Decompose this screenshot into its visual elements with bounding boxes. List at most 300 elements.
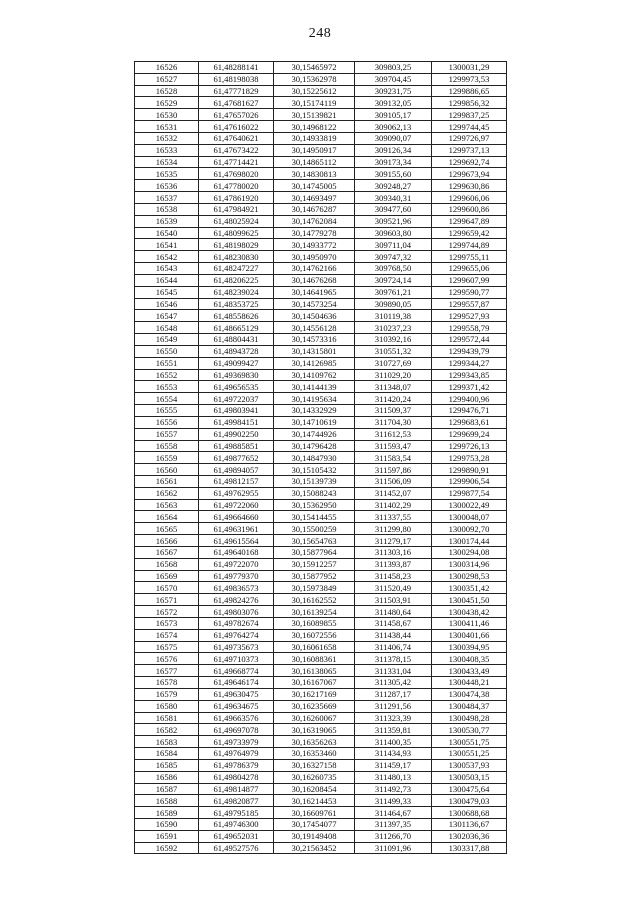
point-number-cell: 16574: [135, 629, 199, 641]
point-number-cell: 16553: [135, 381, 199, 393]
x-coordinate-cell: 311458,23: [355, 570, 432, 582]
longitude-cell: 30,15139739: [274, 475, 355, 487]
table-row: [135, 109, 507, 121]
point-number-cell: 16557: [135, 428, 199, 440]
point-number-cell: 16570: [135, 582, 199, 594]
y-coordinate-cell: 1299755,11: [432, 251, 507, 263]
x-coordinate-cell: 311337,55: [355, 511, 432, 523]
y-coordinate-cell: 1301136,67: [432, 819, 507, 831]
point-number-cell: 16587: [135, 783, 199, 795]
x-coordinate-cell: 311091,96: [355, 842, 432, 854]
longitude-cell: 30,16072556: [274, 629, 355, 641]
table-row: [135, 97, 507, 109]
y-coordinate-cell: 1299890,91: [432, 464, 507, 476]
table-row: [135, 842, 507, 854]
point-number-cell: 16567: [135, 546, 199, 558]
point-number-cell: 16589: [135, 807, 199, 819]
x-coordinate-cell: 311331,04: [355, 665, 432, 677]
y-coordinate-cell: 1300530,77: [432, 724, 507, 736]
latitude-cell: 61,47673422: [199, 144, 274, 156]
table-row: [135, 168, 507, 180]
y-coordinate-cell: 1299744,89: [432, 239, 507, 251]
y-coordinate-cell: 1299886,65: [432, 85, 507, 97]
longitude-cell: 30,14744926: [274, 428, 355, 440]
point-number-cell: 16565: [135, 523, 199, 535]
x-coordinate-cell: 311499,33: [355, 795, 432, 807]
latitude-cell: 61,48558626: [199, 310, 274, 322]
longitude-cell: 30,15362978: [274, 73, 355, 85]
table-row: [135, 570, 507, 582]
y-coordinate-cell: 1299659,42: [432, 227, 507, 239]
point-number-cell: 16550: [135, 345, 199, 357]
y-coordinate-cell: 1299692,74: [432, 156, 507, 168]
x-coordinate-cell: 311452,07: [355, 487, 432, 499]
point-number-cell: 16576: [135, 653, 199, 665]
x-coordinate-cell: 309603,80: [355, 227, 432, 239]
latitude-cell: 61,48288141: [199, 62, 274, 74]
table-row: [135, 736, 507, 748]
y-coordinate-cell: 1299744,45: [432, 121, 507, 133]
longitude-cell: 30,16138065: [274, 665, 355, 677]
x-coordinate-cell: 309248,27: [355, 180, 432, 192]
table-row: [135, 700, 507, 712]
y-coordinate-cell: 1300688,68: [432, 807, 507, 819]
latitude-cell: 61,47698020: [199, 168, 274, 180]
x-coordinate-cell: 311503,91: [355, 594, 432, 606]
latitude-cell: 61,49634675: [199, 700, 274, 712]
longitude-cell: 30,14556128: [274, 322, 355, 334]
longitude-cell: 30,14779278: [274, 227, 355, 239]
x-coordinate-cell: 310392,16: [355, 334, 432, 346]
latitude-cell: 61,49836573: [199, 582, 274, 594]
longitude-cell: 30,14126985: [274, 357, 355, 369]
y-coordinate-cell: 1300408,35: [432, 653, 507, 665]
point-number-cell: 16573: [135, 617, 199, 629]
latitude-cell: 61,49652031: [199, 830, 274, 842]
latitude-cell: 61,48198029: [199, 239, 274, 251]
x-coordinate-cell: 309761,21: [355, 286, 432, 298]
x-coordinate-cell: 311464,67: [355, 807, 432, 819]
point-number-cell: 16543: [135, 263, 199, 275]
y-coordinate-cell: 1300294,08: [432, 546, 507, 558]
x-coordinate-cell: 311458,67: [355, 617, 432, 629]
x-coordinate-cell: 309521,96: [355, 215, 432, 227]
table-row: [135, 641, 507, 653]
table-row: [135, 203, 507, 215]
y-coordinate-cell: 1300479,03: [432, 795, 507, 807]
y-coordinate-cell: 1299753,28: [432, 452, 507, 464]
table-row: [135, 322, 507, 334]
point-number-cell: 16578: [135, 677, 199, 689]
latitude-cell: 61,49795185: [199, 807, 274, 819]
x-coordinate-cell: 310551,32: [355, 345, 432, 357]
point-number-cell: 16579: [135, 688, 199, 700]
point-number-cell: 16546: [135, 298, 199, 310]
y-coordinate-cell: 1300551,75: [432, 736, 507, 748]
latitude-cell: 61,49764979: [199, 748, 274, 760]
point-number-cell: 16528: [135, 85, 199, 97]
longitude-cell: 30,14109762: [274, 369, 355, 381]
table-row: [135, 62, 507, 74]
latitude-cell: 61,49646174: [199, 677, 274, 689]
x-coordinate-cell: 311420,24: [355, 393, 432, 405]
table-row: [135, 274, 507, 286]
longitude-cell: 30,16162552: [274, 594, 355, 606]
y-coordinate-cell: 1300411,46: [432, 617, 507, 629]
longitude-cell: 30,15912257: [274, 558, 355, 570]
y-coordinate-cell: 1299371,42: [432, 381, 507, 393]
table-row: [135, 724, 507, 736]
longitude-cell: 30,14796428: [274, 440, 355, 452]
y-coordinate-cell: 1299343,85: [432, 369, 507, 381]
y-coordinate-cell: 1299606,06: [432, 192, 507, 204]
table-row: [135, 523, 507, 535]
table-row: [135, 310, 507, 322]
table-row: [135, 428, 507, 440]
y-coordinate-cell: 1299527,93: [432, 310, 507, 322]
longitude-cell: 30,15465972: [274, 62, 355, 74]
longitude-cell: 30,15877964: [274, 546, 355, 558]
page-number: 248: [308, 26, 332, 41]
table-row: [135, 475, 507, 487]
table-row: [135, 464, 507, 476]
x-coordinate-cell: 311279,17: [355, 535, 432, 547]
table-row: [135, 558, 507, 570]
latitude-cell: 61,49664660: [199, 511, 274, 523]
longitude-cell: 30,14933772: [274, 239, 355, 251]
latitude-cell: 61,47616022: [199, 121, 274, 133]
y-coordinate-cell: 1300022,49: [432, 499, 507, 511]
table-row: [135, 416, 507, 428]
latitude-cell: 61,49824276: [199, 594, 274, 606]
x-coordinate-cell: 309477,60: [355, 203, 432, 215]
latitude-cell: 61,49631961: [199, 523, 274, 535]
coordinates-table-body: [135, 62, 507, 854]
x-coordinate-cell: 311348,07: [355, 381, 432, 393]
x-coordinate-cell: 309711,04: [355, 239, 432, 251]
latitude-cell: 61,48665129: [199, 322, 274, 334]
table-row: [135, 487, 507, 499]
point-number-cell: 16551: [135, 357, 199, 369]
y-coordinate-cell: 1299737,13: [432, 144, 507, 156]
table-row: [135, 688, 507, 700]
table-row: [135, 85, 507, 97]
latitude-cell: 61,48353725: [199, 298, 274, 310]
table-row: [135, 665, 507, 677]
point-number-cell: 16552: [135, 369, 199, 381]
latitude-cell: 61,48804431: [199, 334, 274, 346]
point-number-cell: 16530: [135, 109, 199, 121]
longitude-cell: 30,15877952: [274, 570, 355, 582]
longitude-cell: 30,16235669: [274, 700, 355, 712]
table-row: [135, 748, 507, 760]
table-row: [135, 286, 507, 298]
table-row: [135, 239, 507, 251]
table-row: [135, 511, 507, 523]
y-coordinate-cell: 1300537,93: [432, 759, 507, 771]
x-coordinate-cell: 311506,09: [355, 475, 432, 487]
point-number-cell: 16545: [135, 286, 199, 298]
table-row: [135, 121, 507, 133]
latitude-cell: 61,47984921: [199, 203, 274, 215]
longitude-cell: 30,14315801: [274, 345, 355, 357]
latitude-cell: 61,49885851: [199, 440, 274, 452]
table-row: [135, 617, 507, 629]
longitude-cell: 30,19149408: [274, 830, 355, 842]
longitude-cell: 30,15139821: [274, 109, 355, 121]
x-coordinate-cell: 309126,34: [355, 144, 432, 156]
latitude-cell: 61,49640168: [199, 546, 274, 558]
latitude-cell: 61,49764274: [199, 629, 274, 641]
point-number-cell: 16556: [135, 416, 199, 428]
longitude-cell: 30,14933819: [274, 132, 355, 144]
x-coordinate-cell: 311359,81: [355, 724, 432, 736]
point-number-cell: 16555: [135, 405, 199, 417]
latitude-cell: 61,48206225: [199, 274, 274, 286]
longitude-cell: 30,16327158: [274, 759, 355, 771]
y-coordinate-cell: 1300484,37: [432, 700, 507, 712]
x-coordinate-cell: 309890,05: [355, 298, 432, 310]
point-number-cell: 16580: [135, 700, 199, 712]
latitude-cell: 61,49803941: [199, 405, 274, 417]
y-coordinate-cell: 1300438,42: [432, 606, 507, 618]
x-coordinate-cell: 311402,29: [355, 499, 432, 511]
y-coordinate-cell: 1300401,66: [432, 629, 507, 641]
point-number-cell: 16569: [135, 570, 199, 582]
x-coordinate-cell: 311612,53: [355, 428, 432, 440]
longitude-cell: 30,14745005: [274, 180, 355, 192]
longitude-cell: 30,15973849: [274, 582, 355, 594]
point-number-cell: 16582: [135, 724, 199, 736]
point-number-cell: 16554: [135, 393, 199, 405]
point-number-cell: 16531: [135, 121, 199, 133]
point-number-cell: 16585: [135, 759, 199, 771]
latitude-cell: 61,48943728: [199, 345, 274, 357]
latitude-cell: 61,49984151: [199, 416, 274, 428]
x-coordinate-cell: 311397,35: [355, 819, 432, 831]
table-row: [135, 381, 507, 393]
longitude-cell: 30,14847930: [274, 452, 355, 464]
y-coordinate-cell: 1299558,79: [432, 322, 507, 334]
table-row: [135, 440, 507, 452]
x-coordinate-cell: 309231,75: [355, 85, 432, 97]
x-coordinate-cell: 310727,69: [355, 357, 432, 369]
longitude-cell: 30,14573316: [274, 334, 355, 346]
longitude-cell: 30,15174119: [274, 97, 355, 109]
latitude-cell: 61,47681627: [199, 97, 274, 109]
y-coordinate-cell: 1299655,06: [432, 263, 507, 275]
longitude-cell: 30,14676268: [274, 274, 355, 286]
longitude-cell: 30,16217169: [274, 688, 355, 700]
y-coordinate-cell: 1299630,86: [432, 180, 507, 192]
longitude-cell: 30,16208454: [274, 783, 355, 795]
y-coordinate-cell: 1300394,95: [432, 641, 507, 653]
latitude-cell: 61,47771829: [199, 85, 274, 97]
table-row: [135, 251, 507, 263]
x-coordinate-cell: 309132,05: [355, 97, 432, 109]
latitude-cell: 61,47861920: [199, 192, 274, 204]
x-coordinate-cell: 311480,13: [355, 771, 432, 783]
longitude-cell: 30,16353460: [274, 748, 355, 760]
x-coordinate-cell: 311323,39: [355, 712, 432, 724]
latitude-cell: 61,48025924: [199, 215, 274, 227]
longitude-cell: 30,14573254: [274, 298, 355, 310]
point-number-cell: 16533: [135, 144, 199, 156]
latitude-cell: 61,49820877: [199, 795, 274, 807]
y-coordinate-cell: 1300433,49: [432, 665, 507, 677]
coordinates-table: [134, 61, 507, 854]
x-coordinate-cell: 311029,20: [355, 369, 432, 381]
point-number-cell: 16568: [135, 558, 199, 570]
x-coordinate-cell: 311492,73: [355, 783, 432, 795]
latitude-cell: 61,49668774: [199, 665, 274, 677]
y-coordinate-cell: 1299476,71: [432, 405, 507, 417]
table-row: [135, 215, 507, 227]
latitude-cell: 61,49803076: [199, 606, 274, 618]
y-coordinate-cell: 1300174,44: [432, 535, 507, 547]
table-row: [135, 546, 507, 558]
y-coordinate-cell: 1299699,24: [432, 428, 507, 440]
table-row: [135, 405, 507, 417]
x-coordinate-cell: 311704,30: [355, 416, 432, 428]
latitude-cell: 61,49615564: [199, 535, 274, 547]
longitude-cell: 30,16319065: [274, 724, 355, 736]
latitude-cell: 61,49710373: [199, 653, 274, 665]
longitude-cell: 30,14762084: [274, 215, 355, 227]
longitude-cell: 30,15088243: [274, 487, 355, 499]
latitude-cell: 61,47657026: [199, 109, 274, 121]
latitude-cell: 61,48099625: [199, 227, 274, 239]
longitude-cell: 30,15654763: [274, 535, 355, 547]
table-row: [135, 132, 507, 144]
point-number-cell: 16591: [135, 830, 199, 842]
y-coordinate-cell: 1299557,87: [432, 298, 507, 310]
latitude-cell: 61,47640621: [199, 132, 274, 144]
table-row: [135, 535, 507, 547]
longitude-cell: 30,15105432: [274, 464, 355, 476]
x-coordinate-cell: 311434,93: [355, 748, 432, 760]
x-coordinate-cell: 309090,07: [355, 132, 432, 144]
y-coordinate-cell: 1299439,79: [432, 345, 507, 357]
x-coordinate-cell: 309155,60: [355, 168, 432, 180]
point-number-cell: 16558: [135, 440, 199, 452]
y-coordinate-cell: 1300551,25: [432, 748, 507, 760]
latitude-cell: 61,49746300: [199, 819, 274, 831]
x-coordinate-cell: 311583,54: [355, 452, 432, 464]
y-coordinate-cell: 1299726,97: [432, 132, 507, 144]
x-coordinate-cell: 311459,17: [355, 759, 432, 771]
latitude-cell: 61,49877652: [199, 452, 274, 464]
table-row: [135, 795, 507, 807]
point-number-cell: 16540: [135, 227, 199, 239]
latitude-cell: 61,49804278: [199, 771, 274, 783]
y-coordinate-cell: 1299726,13: [432, 440, 507, 452]
latitude-cell: 61,49902250: [199, 428, 274, 440]
longitude-cell: 30,14968122: [274, 121, 355, 133]
x-coordinate-cell: 309803,25: [355, 62, 432, 74]
point-number-cell: 16562: [135, 487, 199, 499]
latitude-cell: 61,49630475: [199, 688, 274, 700]
y-coordinate-cell: 1300475,64: [432, 783, 507, 795]
x-coordinate-cell: 309173,34: [355, 156, 432, 168]
table-row: [135, 677, 507, 689]
point-number-cell: 16563: [135, 499, 199, 511]
x-coordinate-cell: 309724,14: [355, 274, 432, 286]
y-coordinate-cell: 1302036,36: [432, 830, 507, 842]
y-coordinate-cell: 1299837,25: [432, 109, 507, 121]
table-row: [135, 712, 507, 724]
table-row: [135, 783, 507, 795]
y-coordinate-cell: 1299856,32: [432, 97, 507, 109]
x-coordinate-cell: 311303,16: [355, 546, 432, 558]
longitude-cell: 30,14693497: [274, 192, 355, 204]
point-number-cell: 16560: [135, 464, 199, 476]
x-coordinate-cell: 311480,64: [355, 606, 432, 618]
table-row: [135, 393, 507, 405]
x-coordinate-cell: 311378,15: [355, 653, 432, 665]
table-row: [135, 144, 507, 156]
latitude-cell: 61,49782674: [199, 617, 274, 629]
y-coordinate-cell: 1299683,61: [432, 416, 507, 428]
longitude-cell: 30,16089855: [274, 617, 355, 629]
latitude-cell: 61,49786379: [199, 759, 274, 771]
point-number-cell: 16527: [135, 73, 199, 85]
table-row: [135, 830, 507, 842]
y-coordinate-cell: 1299877,54: [432, 487, 507, 499]
table-row: [135, 594, 507, 606]
table-row: [135, 334, 507, 346]
point-number-cell: 16534: [135, 156, 199, 168]
latitude-cell: 61,49894057: [199, 464, 274, 476]
x-coordinate-cell: 311406,74: [355, 641, 432, 653]
x-coordinate-cell: 310119,38: [355, 310, 432, 322]
y-coordinate-cell: 1299572,44: [432, 334, 507, 346]
y-coordinate-cell: 1300451,50: [432, 594, 507, 606]
y-coordinate-cell: 1300448,21: [432, 677, 507, 689]
longitude-cell: 30,16214453: [274, 795, 355, 807]
y-coordinate-cell: 1300474,38: [432, 688, 507, 700]
longitude-cell: 30,14830813: [274, 168, 355, 180]
table-row: [135, 499, 507, 511]
point-number-cell: 16536: [135, 180, 199, 192]
x-coordinate-cell: 311438,44: [355, 629, 432, 641]
longitude-cell: 30,16167067: [274, 677, 355, 689]
y-coordinate-cell: 1300298,53: [432, 570, 507, 582]
y-coordinate-cell: 1303317,88: [432, 842, 507, 854]
y-coordinate-cell: 1300314,96: [432, 558, 507, 570]
table-row: [135, 298, 507, 310]
x-coordinate-cell: 309105,17: [355, 109, 432, 121]
latitude-cell: 61,49099427: [199, 357, 274, 369]
table-row: [135, 73, 507, 85]
point-number-cell: 16542: [135, 251, 199, 263]
longitude-cell: 30,14332929: [274, 405, 355, 417]
longitude-cell: 30,17454077: [274, 819, 355, 831]
x-coordinate-cell: 311520,49: [355, 582, 432, 594]
point-number-cell: 16535: [135, 168, 199, 180]
latitude-cell: 61,49722070: [199, 558, 274, 570]
point-number-cell: 16544: [135, 274, 199, 286]
y-coordinate-cell: 1299600,86: [432, 203, 507, 215]
point-number-cell: 16564: [135, 511, 199, 523]
longitude-cell: 30,14144139: [274, 381, 355, 393]
longitude-cell: 30,14950917: [274, 144, 355, 156]
latitude-cell: 61,49735673: [199, 641, 274, 653]
x-coordinate-cell: 311287,17: [355, 688, 432, 700]
x-coordinate-cell: 309704,45: [355, 73, 432, 85]
latitude-cell: 61,49779370: [199, 570, 274, 582]
y-coordinate-cell: 1300031,29: [432, 62, 507, 74]
